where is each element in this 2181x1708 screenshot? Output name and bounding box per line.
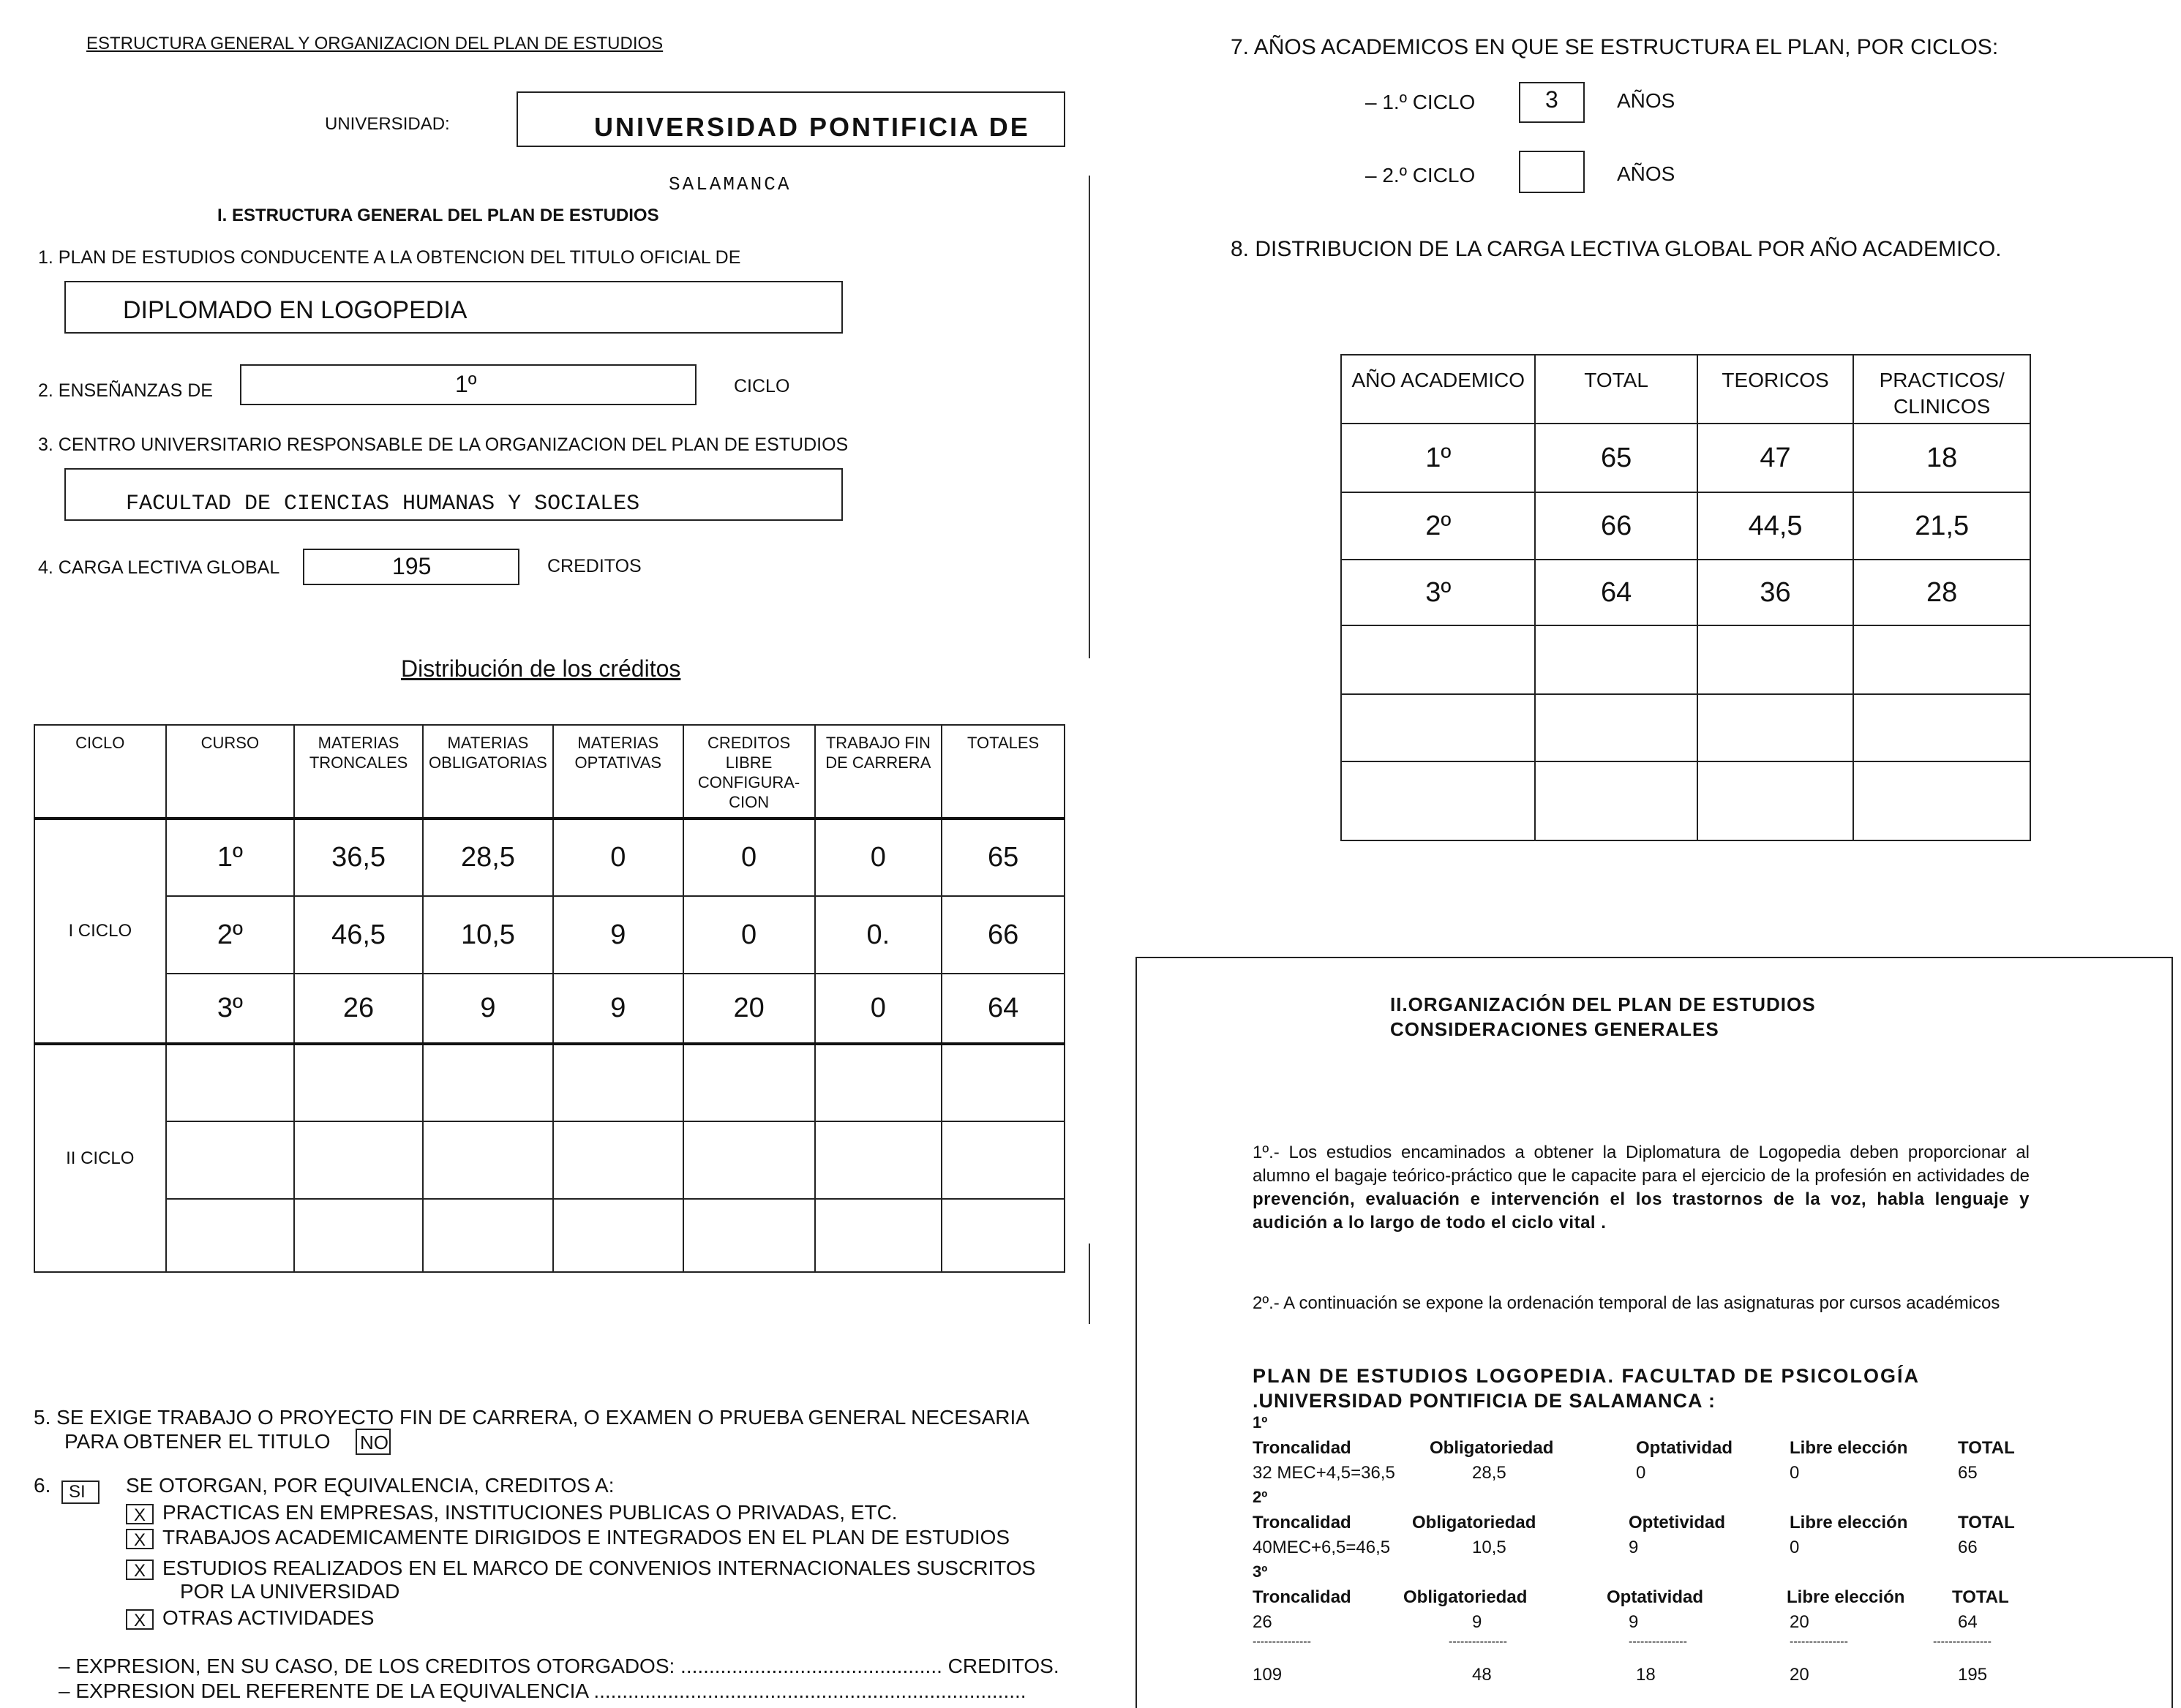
paragraph-2: 2º.- A continuación se expone la ordenación temporal de las asignaturas por cursos académicos — [1253, 1293, 2000, 1313]
header-title: ESTRUCTURA GENERAL Y ORGANIZACION DEL PLAN DE ESTUDIOS — [86, 34, 664, 53]
carga-table — [1340, 354, 2031, 841]
ciclo1-label: I CICLO — [34, 819, 166, 1044]
col-header: Obligatoriedad — [1403, 1587, 1528, 1607]
item6-number: 6. — [34, 1474, 51, 1497]
item5-line1: 5. SE EXIGE TRABAJO O PROYECTO FIN DE CARRERA, O EXAMEN O PRUEBA GENERAL NECESARIA — [34, 1406, 1029, 1429]
item4-label: 4. CARGA LECTIVA GLOBAL — [38, 557, 280, 578]
cell: 64 — [1535, 560, 1697, 625]
col-value: 10,5 — [1472, 1538, 1506, 1557]
cell — [553, 1199, 683, 1272]
col-header: TOTAL — [1952, 1587, 2009, 1607]
col-header: Optatividad — [1636, 1438, 1733, 1458]
cell — [1853, 761, 2030, 840]
cell: 1º — [166, 819, 295, 896]
cell: 0 — [683, 896, 815, 974]
cell — [942, 1199, 1065, 1272]
cell: 44,5 — [1697, 492, 1854, 560]
cell — [553, 1044, 683, 1121]
cell — [166, 1199, 295, 1272]
col-header: Libre elección — [1787, 1587, 1905, 1607]
header-troncales: MATERIAS TRONCALES — [294, 725, 423, 819]
header-curso: CURSO — [166, 725, 295, 819]
paragraph-1-emphasis: prevención, evaluación e intervención el los trastornos de la voz, habla lenguaje y audición a lo largo de todo el ciclo vital . — [1253, 1189, 2030, 1233]
cell — [942, 1121, 1065, 1199]
cell: 9 — [553, 974, 683, 1044]
ciclo1-label: – 1.º CICLO — [1365, 91, 1476, 113]
plan-title-line2: .UNIVERSIDAD PONTIFICIA DE SALAMANCA : — [1253, 1390, 1716, 1412]
checkbox[interactable]: X — [126, 1504, 154, 1524]
cell: 3º — [166, 974, 295, 1044]
col-header: TOTAL — [1958, 1513, 2015, 1532]
col-header: Obligatoriedad — [1412, 1513, 1536, 1532]
col-header: Optetividad — [1629, 1513, 1726, 1532]
org-title-line2: CONSIDERACIONES GENERALES — [1390, 1018, 1719, 1040]
cell: 64 — [942, 974, 1065, 1044]
cell — [815, 1121, 942, 1199]
col-header: Obligatoriedad — [1430, 1438, 1554, 1458]
expresion-creditos: – EXPRESION, EN SU CASO, DE LOS CREDITOS OTORGADOS: .............................................. CREDITOS. — [59, 1655, 1059, 1677]
header-practicos: PRACTICOS/ CLINICOS — [1853, 355, 2030, 424]
col-value: 40MEC+6,5=46,5 — [1253, 1538, 1391, 1557]
cell: 28,5 — [423, 819, 553, 896]
cell — [1853, 694, 2030, 761]
col-value: 64 — [1958, 1612, 1978, 1632]
item6-option-1 — [126, 1501, 898, 1524]
header-optativas: MATERIAS OPTATIVAS — [553, 725, 683, 819]
item3-value: FACULTAD DE CIENCIAS HUMANAS Y SOCIALES — [126, 492, 640, 516]
total-value: 109 — [1253, 1665, 1283, 1685]
cell: 0 — [815, 819, 942, 896]
col-value: 0 — [1790, 1463, 1800, 1483]
header-obligatorias: MATERIAS OBLIGATORIAS — [423, 725, 553, 819]
cell: 9 — [553, 896, 683, 974]
cell — [423, 1044, 553, 1121]
dash: --------------- — [1629, 1636, 1687, 1648]
cell: 47 — [1697, 424, 1854, 492]
col-value: 20 — [1790, 1612, 1809, 1632]
cell: 66 — [1535, 492, 1697, 560]
item6-option-3-cont: POR LA UNIVERSIDAD — [180, 1580, 400, 1603]
header-ano: AÑO ACADEMICO — [1341, 355, 1535, 424]
item6-option-3 — [126, 1557, 1035, 1580]
universidad-value: UNIVERSIDAD PONTIFICIA DE — [594, 112, 1030, 142]
cell — [1697, 694, 1854, 761]
item2-suffix: CICLO — [734, 376, 790, 396]
cell: 20 — [683, 974, 815, 1044]
plan-year-2: 2º — [1253, 1488, 1268, 1506]
option-label: ESTUDIOS REALIZADOS EN EL MARCO DE CONVENIOS INTERNACIONALES SUSCRITOS — [162, 1557, 1036, 1579]
cell: 36 — [1697, 560, 1854, 625]
checkbox[interactable]: X — [126, 1560, 154, 1580]
col-value: 9 — [1629, 1612, 1639, 1632]
section-title: I. ESTRUCTURA GENERAL DEL PLAN DE ESTUDIOS — [217, 206, 659, 225]
cell — [423, 1121, 553, 1199]
distribution-title: Distribución de los créditos — [401, 655, 681, 682]
cell: 36,5 — [294, 819, 423, 896]
header-total: TOTAL — [1535, 355, 1697, 424]
col-value: 32 MEC+4,5=36,5 — [1253, 1463, 1395, 1483]
dash: --------------- — [1449, 1636, 1507, 1648]
ciclo2-box — [1519, 151, 1585, 193]
total-value: 18 — [1636, 1665, 1656, 1685]
universidad-label: UNIVERSIDAD: — [325, 114, 450, 134]
cell — [1697, 625, 1854, 694]
cell — [683, 1199, 815, 1272]
cell — [294, 1044, 423, 1121]
cell: 66 — [942, 896, 1065, 974]
total-value: 48 — [1472, 1665, 1492, 1685]
option-label: TRABAJOS ACADEMICAMENTE DIRIGIDOS E INTEGRADOS EN EL PLAN DE ESTUDIOS — [162, 1526, 1010, 1549]
cell: 0 — [815, 974, 942, 1044]
cell — [1341, 694, 1535, 761]
cell: 28 — [1853, 560, 2030, 625]
col-value: 28,5 — [1472, 1463, 1506, 1483]
item6-option-4 — [126, 1606, 374, 1630]
item1-label: 1. PLAN DE ESTUDIOS CONDUCENTE A LA OBTENCION DEL TITULO OFICIAL DE — [38, 247, 741, 268]
item5-line2: PARA OBTENER EL TITULO — [64, 1430, 331, 1453]
col-header: TOTAL — [1958, 1438, 2015, 1458]
ciclo2-label: II CICLO — [34, 1044, 166, 1272]
item6-si-value: SI — [69, 1482, 86, 1502]
cell: 26 — [294, 974, 423, 1044]
col-value: 0 — [1636, 1463, 1646, 1483]
header-ciclo: CICLO — [34, 725, 166, 819]
item3-label: 3. CENTRO UNIVERSITARIO RESPONSABLE DE LA ORGANIZACION DEL PLAN DE ESTUDIOS — [38, 434, 849, 455]
expresion-referente: – EXPRESION DEL REFERENTE DE LA EQUIVALENCIA ............................................................................ — [59, 1679, 1026, 1702]
cell — [1535, 625, 1697, 694]
col-header: Libre elección — [1790, 1438, 1908, 1458]
ciclo1-value: 3 — [1545, 86, 1558, 113]
cell: 65 — [1535, 424, 1697, 492]
item6-label: SE OTORGAN, POR EQUIVALENCIA, CREDITOS A: — [126, 1474, 615, 1497]
cell — [1535, 694, 1697, 761]
item2-label: 2. ENSEÑANZAS DE — [38, 380, 213, 401]
total-value: 195 — [1958, 1665, 1988, 1685]
cell — [683, 1121, 815, 1199]
cell — [1341, 761, 1535, 840]
col-header: Libre elección — [1790, 1513, 1908, 1532]
plan-title-line1: PLAN DE ESTUDIOS LOGOPEDIA. FACULTAD DE PSICOLOGÍA — [1253, 1365, 1921, 1387]
cell — [815, 1044, 942, 1121]
col-header: Troncalidad — [1253, 1438, 1351, 1458]
option-label: PRACTICAS EN EMPRESAS, INSTITUCIONES PUBLICAS O PRIVADAS, ETC. — [162, 1501, 898, 1524]
cell: 3º — [1341, 560, 1535, 625]
cell — [166, 1121, 295, 1199]
cell: 21,5 — [1853, 492, 2030, 560]
page-fold-line — [1089, 176, 1090, 658]
cell — [683, 1044, 815, 1121]
dash: --------------- — [1933, 1636, 1992, 1648]
page-fold-line — [1089, 1244, 1090, 1324]
ciclo1-anos: AÑOS — [1617, 89, 1675, 112]
ciclo2-label: – 2.º CICLO — [1365, 164, 1476, 187]
cell — [1697, 761, 1854, 840]
item2-value: 1º — [455, 371, 477, 397]
item1-value: DIPLOMADO EN LOGOPEDIA — [123, 296, 468, 324]
cell: 1º — [1341, 424, 1535, 492]
cell: 65 — [942, 819, 1065, 896]
cell: 0. — [815, 896, 942, 974]
cell: 2º — [1341, 492, 1535, 560]
item5-value: NO — [360, 1432, 388, 1453]
cell: 2º — [166, 896, 295, 974]
cell — [294, 1121, 423, 1199]
cell: 10,5 — [423, 896, 553, 974]
plan-year-1: 1º — [1253, 1413, 1268, 1432]
col-header: Troncalidad — [1253, 1513, 1351, 1532]
checkbox[interactable]: X — [126, 1609, 154, 1630]
item7-label: 7. AÑOS ACADEMICOS EN QUE SE ESTRUCTURA EL PLAN, POR CICLOS: — [1231, 35, 1999, 59]
total-value: 20 — [1790, 1665, 1809, 1685]
header-teoricos: TEORICOS — [1697, 355, 1854, 424]
cell — [553, 1121, 683, 1199]
item4-value: 195 — [392, 553, 432, 579]
col-header: Optatividad — [1607, 1587, 1704, 1607]
header-trabajo-fin: TRABAJO FIN DE CARRERA — [815, 725, 942, 819]
cell — [1853, 625, 2030, 694]
cell — [942, 1044, 1065, 1121]
cell — [815, 1199, 942, 1272]
col-value: 65 — [1958, 1463, 1978, 1483]
col-header: Troncalidad — [1253, 1587, 1351, 1607]
item4-suffix: CREDITOS — [547, 556, 642, 576]
cell: 18 — [1853, 424, 2030, 492]
cell — [423, 1199, 553, 1272]
col-value: 66 — [1958, 1538, 1978, 1557]
col-value: 9 — [1629, 1538, 1639, 1557]
dash: --------------- — [1253, 1636, 1311, 1648]
header-totales: TOTALES — [942, 725, 1065, 819]
org-title-line1: II.ORGANIZACIÓN DEL PLAN DE ESTUDIOS — [1390, 993, 1816, 1015]
distribution-table — [34, 724, 1065, 1273]
cell: 0 — [553, 819, 683, 896]
dash: --------------- — [1790, 1636, 1848, 1648]
cell: 46,5 — [294, 896, 423, 974]
ciclo2-anos: AÑOS — [1617, 162, 1675, 185]
paragraph-1-lead: 1º.- Los estudios encaminados a obtener la Diplomatura de Logopedia deben proporcionar al alumno el bagaje teórico-práctico que le capacite para el ejercicio de la profesión en actividades de — [1253, 1143, 2030, 1186]
option-label: OTRAS ACTIVIDADES — [162, 1606, 375, 1629]
cell — [166, 1044, 295, 1121]
cell: 0 — [683, 819, 815, 896]
cell — [1341, 625, 1535, 694]
item8-label: 8. DISTRIBUCION DE LA CARGA LECTIVA GLOBAL POR AÑO ACADEMICO. — [1231, 237, 2002, 261]
universidad-value-cont: SALAMANCA — [669, 173, 792, 195]
col-value: 9 — [1472, 1612, 1482, 1632]
cell — [294, 1199, 423, 1272]
paragraph-1 — [1253, 1141, 2030, 1235]
plan-year-3: 3º — [1253, 1562, 1268, 1581]
cell — [1535, 761, 1697, 840]
checkbox[interactable]: X — [126, 1529, 154, 1549]
col-value: 0 — [1790, 1538, 1800, 1557]
col-value: 26 — [1253, 1612, 1272, 1632]
header-libre-configuracion: CREDITOS LIBRE CONFIGURA-CION — [683, 725, 815, 819]
cell: 9 — [423, 974, 553, 1044]
item6-option-2 — [126, 1526, 1010, 1549]
